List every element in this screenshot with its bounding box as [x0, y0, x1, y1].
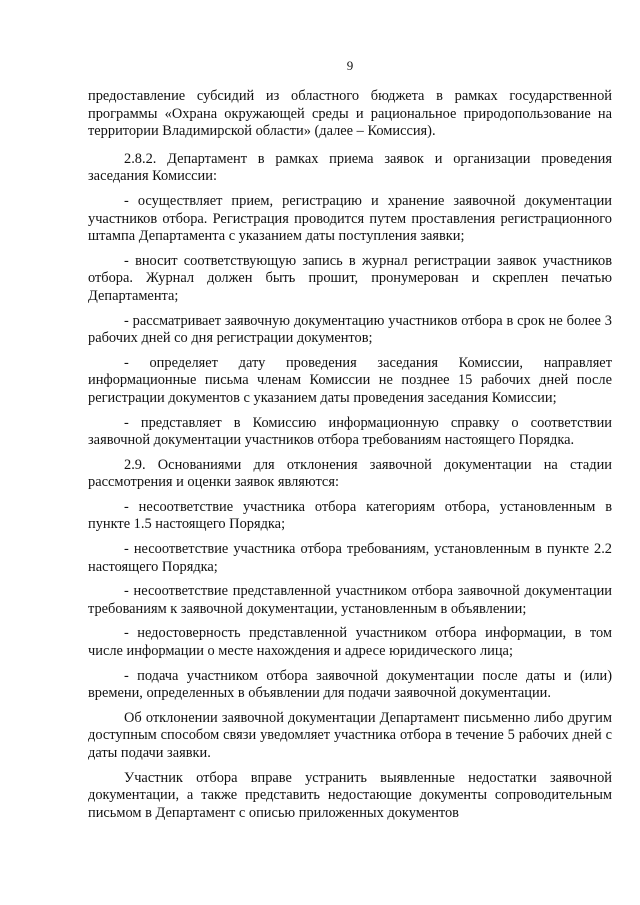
- paragraph-info-note: - представляет в Комиссию информационную справку о соответствии заявочной документации участников отбора требованиям настоящего Порядка.: [88, 414, 612, 449]
- paragraph-corrections: Участник отбора вправе устранить выявленные недостатки заявочной документации, а также представить недостающие документы сопроводительным письмом в Департамент с описью приложенных документов: [88, 769, 612, 821]
- paragraph-registration: - осуществляет прием, регистрацию и хранение заявочной документации участников отбора. Регистрация проводится путем проставления регистрационного штампа Департамента с указанием даты поступления заявки;: [88, 192, 612, 245]
- paragraph-2-9: 2.9. Основаниями для отклонения заявочной документации на стадии рассмотрения и оценки заявок являются:: [88, 456, 612, 491]
- paragraph-documentation-mismatch: - несоответствие представленной участником отбора заявочной документации требованиям к заявочной документации, установленным в объявлении;: [88, 583, 612, 617]
- paragraph-2-8-2: 2.8.2. Департамент в рамках приема заявок и организации проведения заседания Комиссии:: [88, 150, 612, 185]
- paragraph-journal-entry: - вносит соответствующую запись в журнал регистрации заявок участников отбора. Журнал должен быть прошит, пронумерован и скреплен печатью Департамента;: [88, 252, 612, 304]
- paragraph-false-information: - недостоверность представленной участником отбора информации, в том числе информации о месте нахождения и адресе юридического лица;: [88, 625, 612, 660]
- page-number: 9: [346, 58, 354, 73]
- paragraph-category-mismatch: - несоответствие участника отбора категориям отбора, установленным в пункте 1.5 настоящего Порядка;: [88, 498, 612, 533]
- paragraph-late-submission: - подача участником отбора заявочной документации после даты и (или) времени, определенных в объявлении для подачи заявочной документации.: [88, 667, 612, 702]
- paragraph-review-term: - рассматривает заявочную документацию участников отбора в срок не более 3 рабочих дней со дня регистрации документов;: [88, 312, 612, 347]
- document-page: [88, 58, 612, 829]
- paragraph-commission-definition: предоставление субсидий из областного бюджета в рамках государственной программы «Охрана окружающей среды и рациональное природопользование на территории Владимирской области» (далее – Комиссия).: [88, 88, 612, 140]
- paragraph-rejection-notice: Об отклонении заявочной документации Департамент письменно либо другим доступным способом связи уведомляет участника отбора в течение 5 рабочих дней с даты подачи заявки.: [88, 709, 612, 761]
- paragraph-requirements-mismatch: - несоответствие участника отбора требованиям, установленным в пункте 2.2 настоящего Порядка;: [88, 541, 612, 575]
- paragraph-meeting-date: - определяет дату проведения заседания Комиссии, направляет информационные письма членам Комиссии не позднее 15 рабочих дней после регистрации документов с указанием даты проведения заседания Комиссии;: [88, 354, 612, 406]
